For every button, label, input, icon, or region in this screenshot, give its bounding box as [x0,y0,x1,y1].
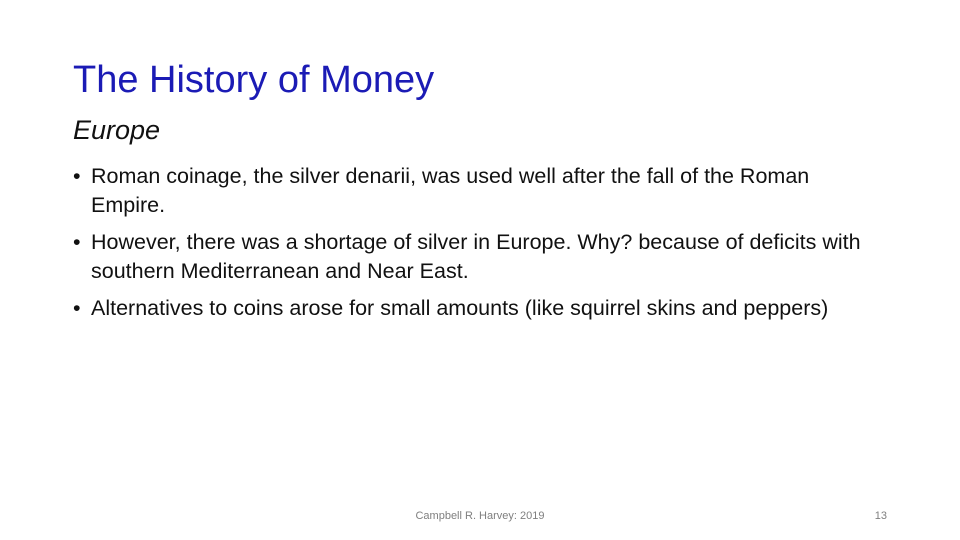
slide-footer: Campbell R. Harvey: 2019 [415,510,545,522]
bullet-text: Alternatives to coins arose for small amounts (like squirrel skins and peppers) [91,296,829,320]
slide-subtitle: Europe [73,115,161,145]
page-number: 13 [874,510,887,522]
list-item [73,162,873,220]
list-item [73,228,873,286]
slide-title: The History of Money [73,59,435,101]
bullet-marker: • [73,230,81,254]
bullet-marker: • [73,296,81,320]
bullet-text: However, there was a shortage of silver in Europe. Why? because of deficits with southern Mediterranean and Near East. [91,230,861,283]
list-item [73,294,873,323]
bullet-text: Roman coinage, the silver denarii, was used well after the fall of the Roman Empire. [91,164,810,217]
bullet-list [73,162,873,331]
bullet-marker: • [73,164,81,188]
